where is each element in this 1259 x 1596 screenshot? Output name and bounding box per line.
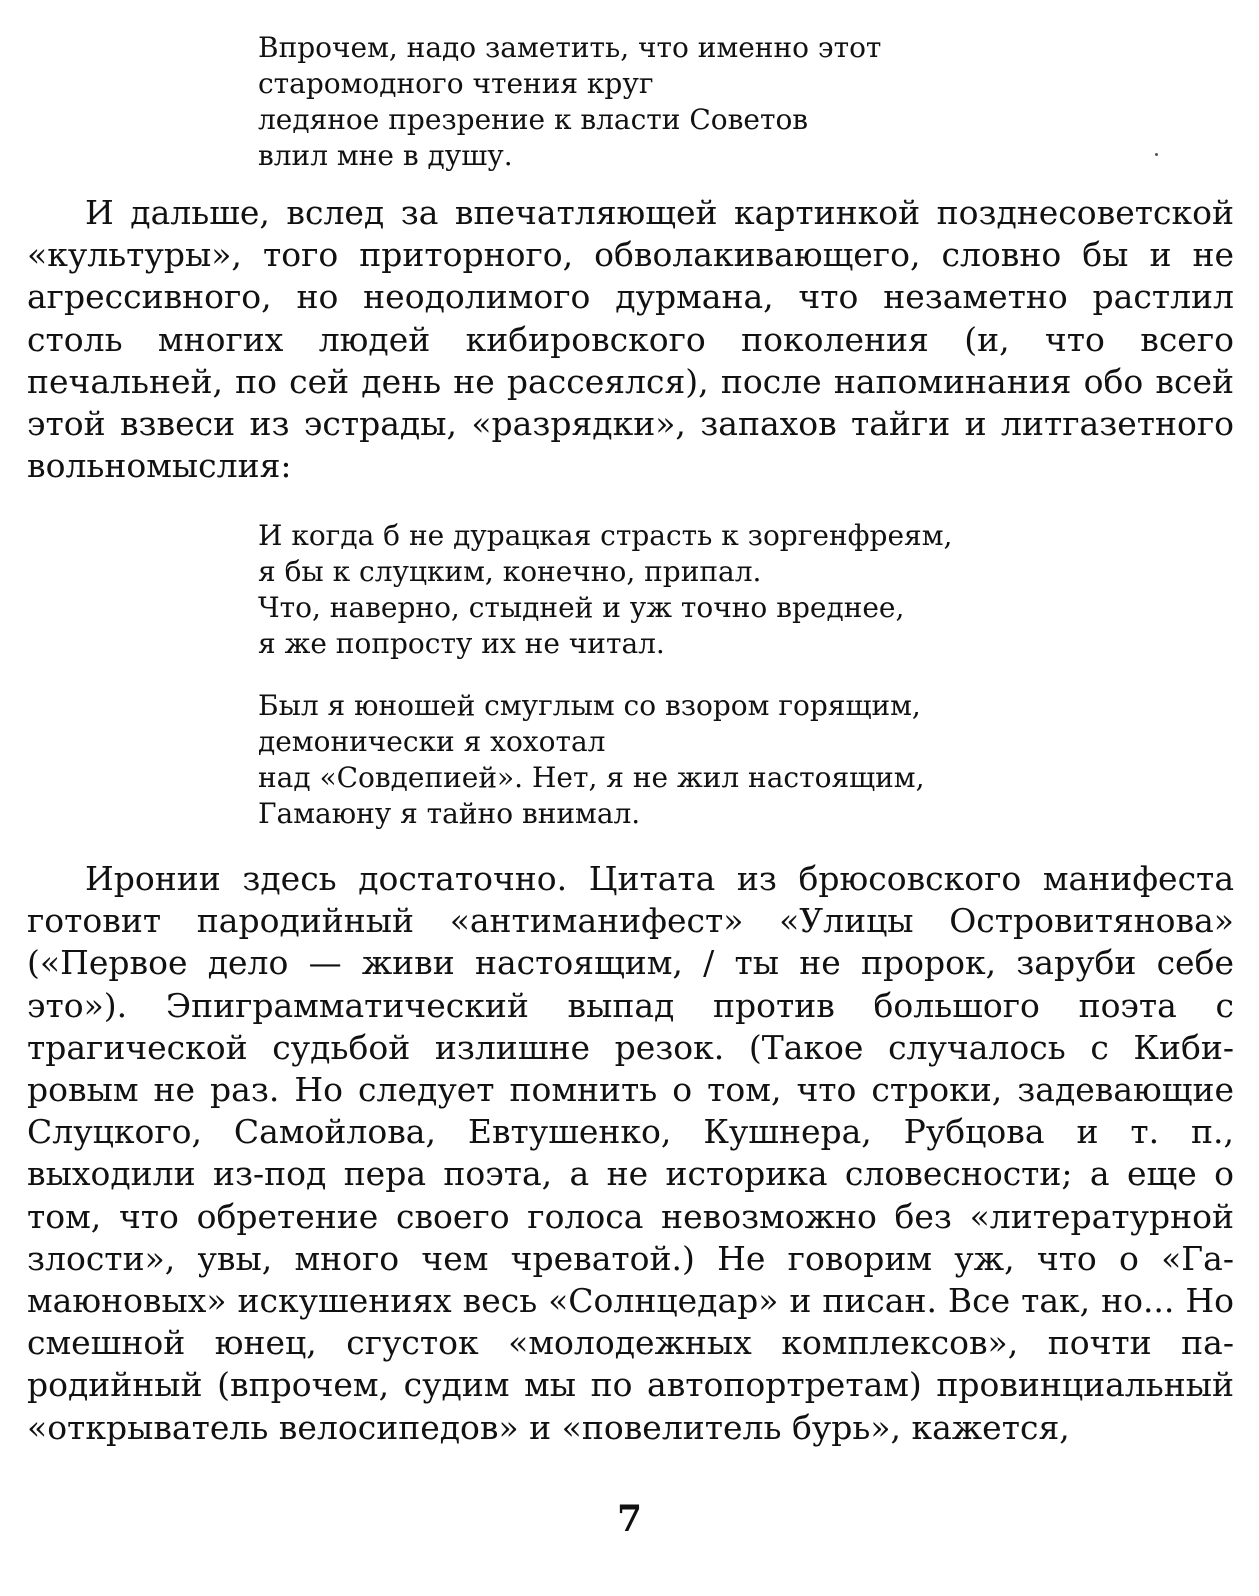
paragraph-text: И дальше, вслед за впечатляющей картинкой позднесоветской «культуры», того приторного, обволакивающего, словно бы и не агрессивного, но неодолимого дурмана, что незаметно растлил столь многих людей кибировского поколения (и, что всего печальней, по сей день не рассеялся), после напоминания обо всей этой взвеси из эстрады, «разрядки», запахов тайги и литгазетного вольномыслия: — [27, 193, 1234, 486]
verse-line: старомодного чтения круг — [258, 67, 654, 100]
print-speck — [1155, 153, 1158, 156]
verse-line: я бы к слуцким, конечно, припал. — [258, 555, 762, 588]
verse-quote-1 — [258, 30, 881, 174]
verse-line: ледяное презрение к власти Советов — [258, 103, 809, 136]
prose-paragraph-1 — [27, 192, 1234, 487]
page-number: 7 — [616, 1498, 643, 1540]
verse-line: я же попросту их не читал. — [258, 627, 665, 660]
verse-line: Что, наверно, стыдней и уж точно вреднее, — [258, 591, 905, 624]
verse-quote-3 — [258, 688, 924, 832]
verse-line: Был я юношей смуглым со взором горящим, — [258, 689, 921, 722]
verse-quote-2 — [258, 518, 952, 662]
verse-line: над «Совдепией». Нет, я не жил настоящим, — [258, 761, 925, 794]
verse-line: Впрочем, надо заметить, что именно этот — [258, 31, 882, 64]
verse-line: Гамаюну я тайно внимал. — [258, 797, 641, 830]
verse-line: демонически я хохотал — [258, 725, 606, 758]
prose-paragraph-2 — [27, 858, 1234, 1449]
verse-line: влил мне в душу. — [258, 139, 513, 172]
paragraph-text: Иронии здесь достаточно. Цитата из брюсовского манифеста готовит пародийный «антиманифест» «Улицы Островитянова» («Первое дело — живи настоящим, / ты не пророк, заруби себе это»). Эпиграмматический выпад против большого поэта с трагической судьбой излишне резок. (Такое случалось с Кибировым не раз. Но следует помнить о том, что строки, задевающие Слуцкого, Самойлова, Евтушенко, Кушнера, Рубцова и т. п., выходили из-под пера поэта, а не историка словесности; а еще о том, что обретение своего голоса невозможно без «литературной злости», увы, много чем чреватой.) Не говорим уж, что о «Гамаюновых» искушениях весь «Солнцедар» и писан. Все так, но... Но смешной юнец, сгусток «молодежных комплексов», почти пародийный (впрочем, судим мы по автопортретам) провинциальный «открыватель велосипедов» и «повелитель бурь», кажется, — [27, 859, 1234, 1447]
verse-line: И когда б не дурацкая страсть к зоргенфреям, — [258, 519, 953, 552]
